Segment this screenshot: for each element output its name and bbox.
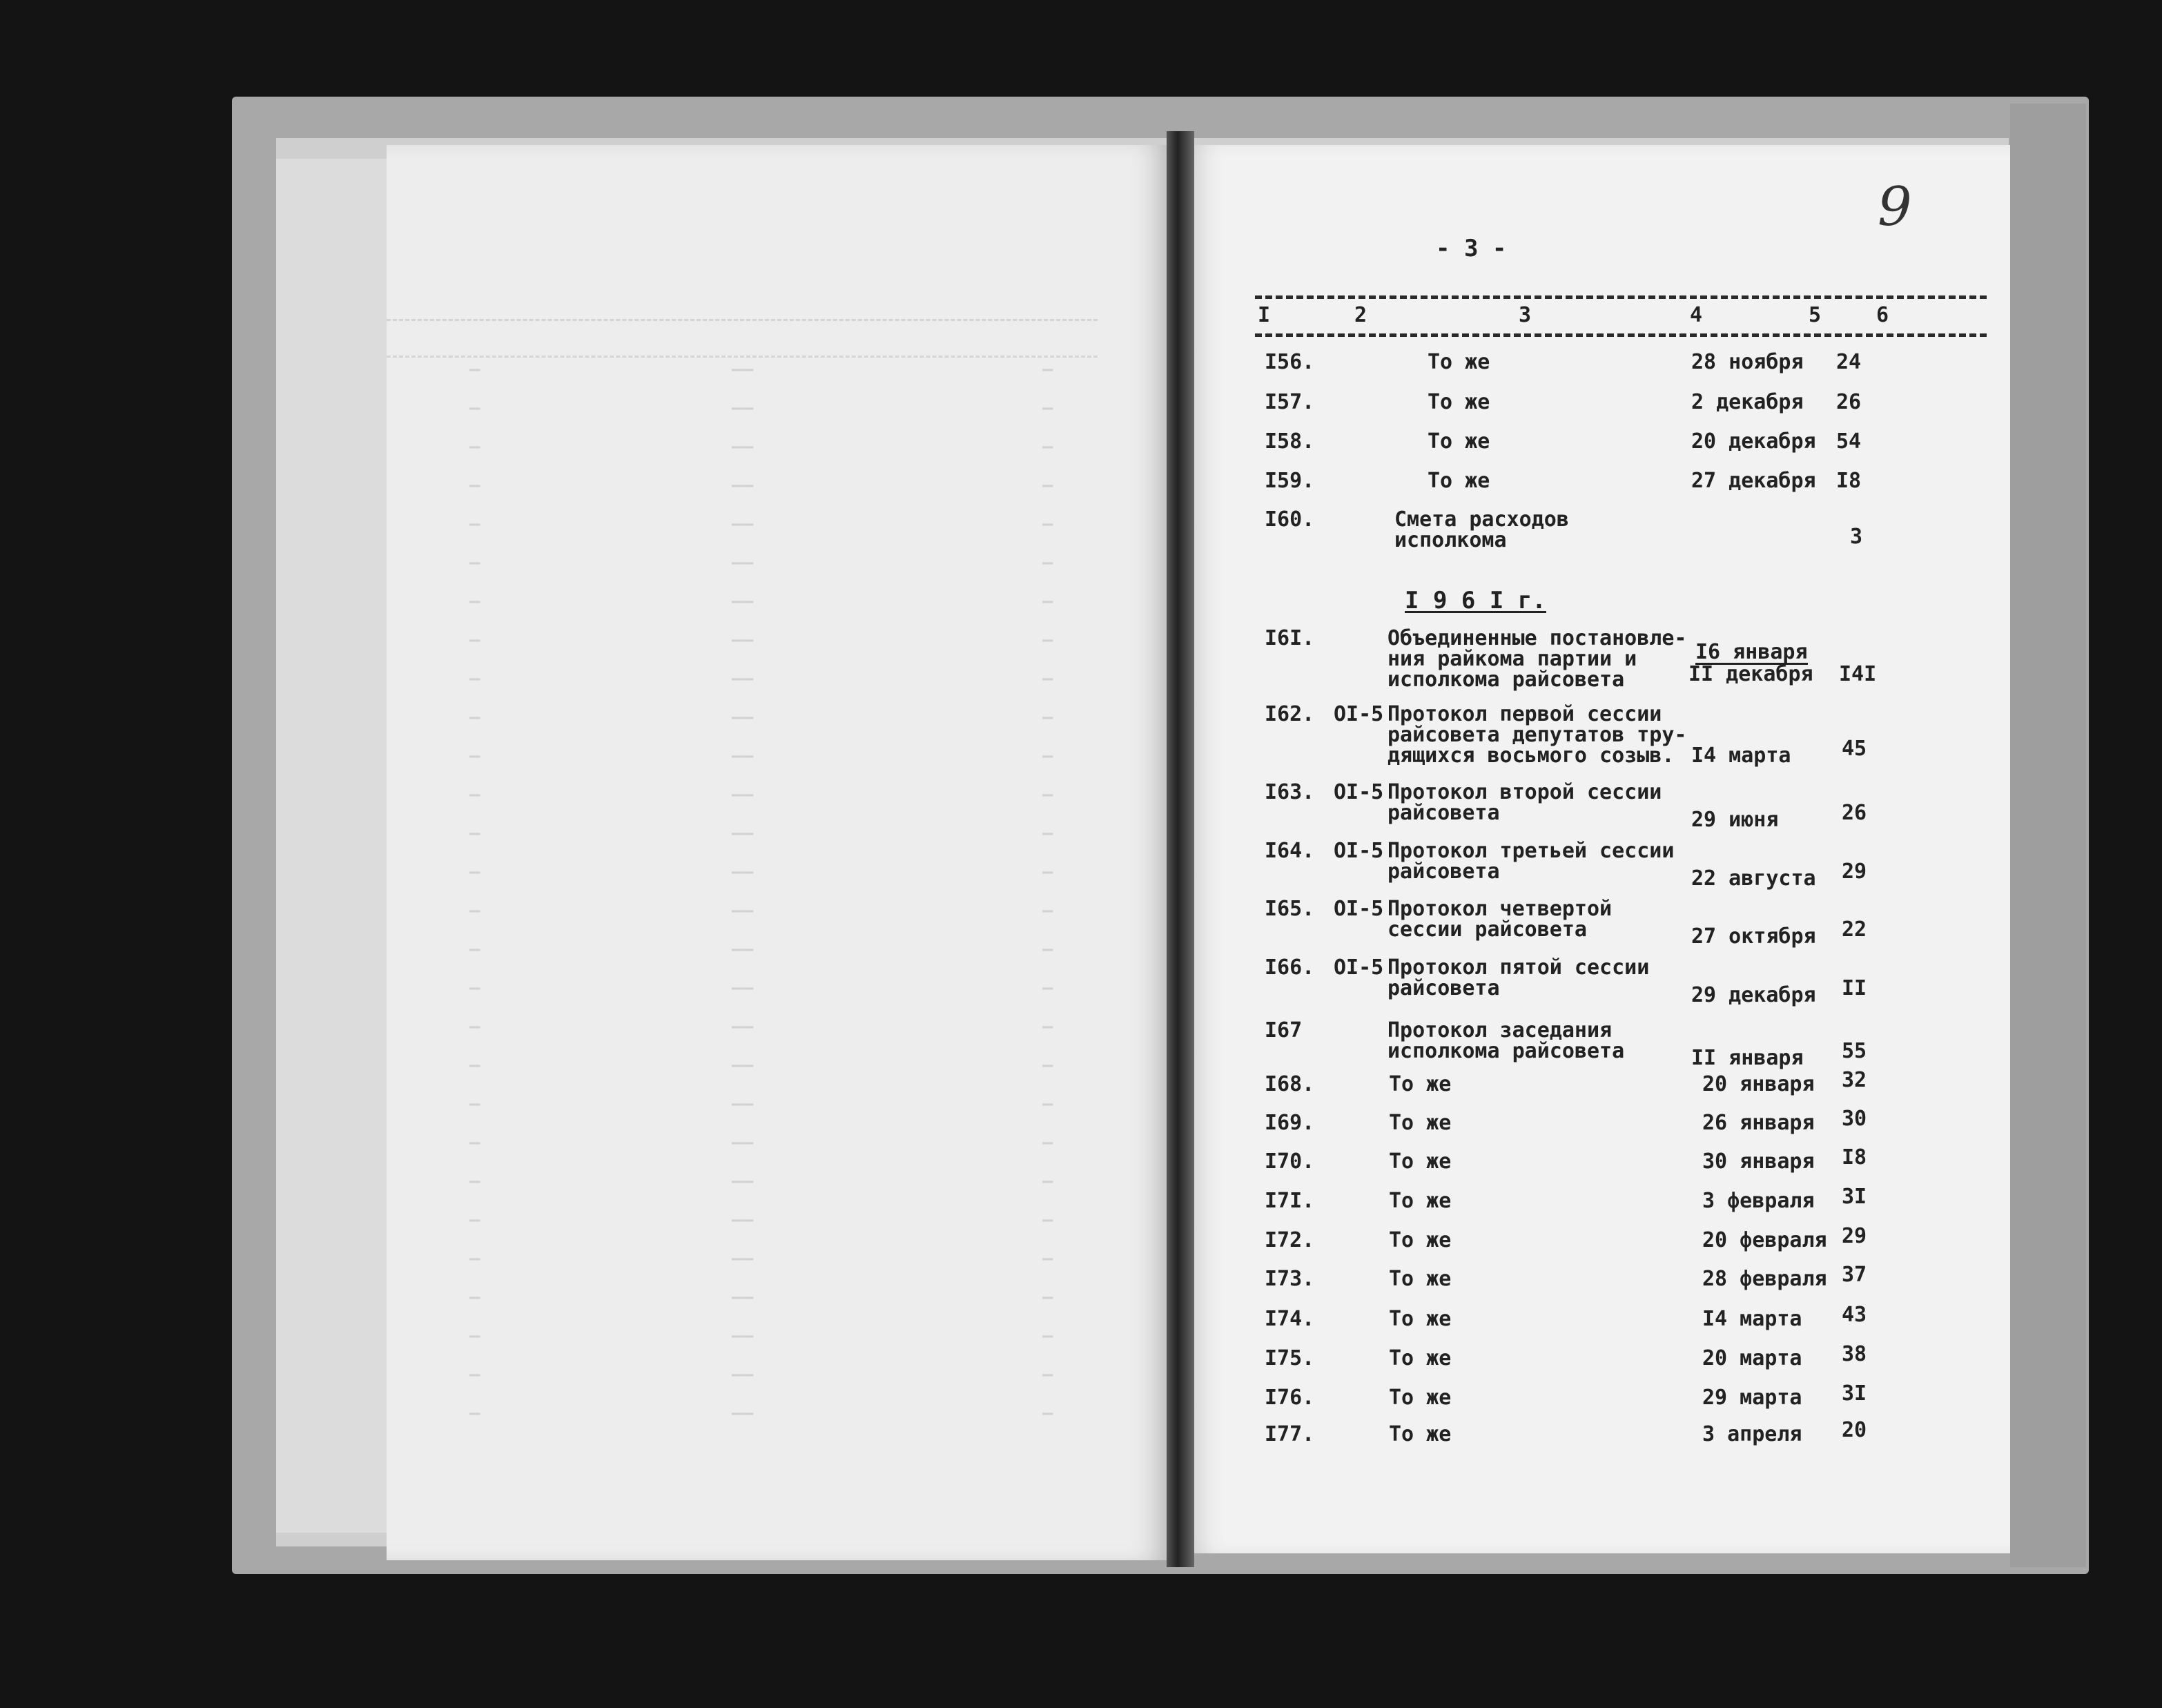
bleedthrough-text: — [1042,1287,1053,1308]
bleedthrough-text: — [1042,668,1053,689]
row-title: То же [1389,1267,1452,1291]
row-number: I72. [1265,1228,1315,1252]
row-title: То же [1389,1346,1452,1370]
bleedthrough-text: — [469,978,480,998]
bleedthrough-text: — [1042,1364,1053,1385]
bleedthrough-text: — [1042,1055,1053,1076]
bleedthrough-text: —— [732,1055,754,1076]
row-number: I59. [1265,469,1315,493]
bleedthrough-text: — [469,1094,480,1114]
bleedthrough-text: — [469,1326,480,1346]
row-number: I56. [1265,350,1315,374]
row-number: I68. [1265,1072,1315,1096]
bleedthrough-text: — [1042,746,1053,766]
row-sheets: 3 [1850,525,1863,549]
row-sheets: 22 [1842,918,1867,942]
bleedthrough-text: — [1042,475,1053,496]
page-number: - 3 - [1436,235,1507,262]
row-sheets: 30 [1842,1107,1867,1131]
bleedthrough-text: — [1042,978,1053,998]
bleedthrough-text: — [469,823,480,844]
sheet-number-handwritten: 9 [1878,176,1912,238]
row-date: 30 января [1702,1149,1815,1174]
book-gutter [1167,131,1194,1567]
bleedthrough-text: — [1042,1248,1053,1269]
row-date: II декабря [1688,662,1813,686]
row-title: Протокол четвертой сессии райсовета [1387,897,1613,942]
row-date: 27 октября [1691,924,1816,949]
row-code: OI-5 [1334,955,1384,980]
row-sheets: 45 [1842,737,1867,761]
bleedthrough-text: —— [732,630,754,650]
bleedthrough-text: —— [732,436,754,457]
bleedthrough-text: — [469,1287,480,1308]
row-number: I64. [1265,839,1315,863]
row-date: 29 июня [1691,808,1779,832]
bleedthrough-text: — [469,398,480,418]
bleedthrough-text: —— [732,359,754,380]
row-title: То же [1389,1189,1452,1213]
bleedthrough-text: — [1042,630,1053,650]
bleedthrough-text: — [469,1403,480,1424]
row-number: I63. [1265,780,1315,804]
column-header: 2 [1354,303,1367,327]
bleedthrough-text: — [469,630,480,650]
bleedthrough-text: —— [732,862,754,882]
folder-edge [2010,104,2086,1567]
row-date: 29 марта [1702,1386,1802,1410]
bleedthrough-text: — [1042,552,1053,573]
bleedthrough-text: —— [732,514,754,534]
row-number: I69. [1265,1111,1315,1135]
row-date: 29 декабря [1691,983,1816,1007]
bleedthrough-text: —— [732,1326,754,1346]
row-sheets: 32 [1842,1068,1867,1092]
bleedthrough-text: —— [732,398,754,418]
bleedthrough-text: — [469,1016,480,1037]
row-code: OI-5 [1334,897,1384,921]
bleedthrough-text: — [1042,862,1053,882]
row-number: I60. [1265,507,1315,532]
bleedthrough-text: — [1042,1016,1053,1037]
bleedthrough-text: —— [732,1094,754,1114]
bleedthrough-text: — [469,939,480,960]
row-title: То же [1389,1228,1452,1252]
row-title: То же [1428,469,1490,493]
bleedthrough-text: — [469,514,480,534]
bleedthrough-text: —— [732,900,754,921]
underlying-sheets [276,159,389,1533]
row-title: То же [1389,1307,1452,1331]
row-date-start: I6 января [1695,640,1808,664]
row-number: I6I. [1265,626,1315,650]
row-number: I75. [1265,1346,1315,1370]
table-header-rule-bottom [1255,333,1987,337]
bleedthrough-text: — [1042,900,1053,921]
bleedthrough-text: —— [732,1364,754,1385]
row-number: I77. [1265,1422,1315,1446]
row-number: I73. [1265,1267,1315,1291]
table-header-rule-top [1255,295,1987,299]
row-date: 3 апреля [1702,1422,1802,1446]
bleedthrough-text: — [1042,591,1053,612]
row-title: То же [1428,350,1490,374]
column-header: 5 [1809,303,1822,327]
bleedthrough-text: —— [732,707,754,728]
row-sheets: 26 [1842,801,1867,825]
bleedthrough-text: —— [732,823,754,844]
row-number: I58. [1265,429,1315,454]
bleedthrough-text: — [469,900,480,921]
row-title: То же [1389,1149,1452,1174]
row-sheets: 54 [1836,429,1862,454]
row-number: I7I. [1265,1189,1315,1213]
row-date: 20 марта [1702,1346,1802,1370]
bleedthrough-text: —— [732,552,754,573]
bleedthrough-text: —— [732,668,754,689]
bleedthrough-text: — [469,552,480,573]
row-sheets: 55 [1842,1039,1867,1063]
bleedthrough-text: — [469,784,480,805]
column-header: 3 [1519,303,1532,327]
bleedthrough-text: — [469,475,480,496]
bleedthrough-text: — [1042,436,1053,457]
bleedthrough-text: — [1042,1210,1053,1230]
row-date: 27 декабря [1691,469,1816,493]
bleedthrough-text: — [469,668,480,689]
row-title: То же [1389,1386,1452,1410]
row-sheets: 24 [1836,350,1862,374]
bleedthrough-text: —— [732,1287,754,1308]
row-title: То же [1389,1422,1452,1446]
row-code: OI-5 [1334,839,1384,863]
bleedthrough-text: —— [732,1016,754,1037]
bleedthrough-text: — [1042,1094,1053,1114]
row-number: I66. [1265,955,1315,980]
row-sheets: 37 [1842,1263,1867,1287]
column-header: 4 [1690,303,1703,327]
row-number: I57. [1265,390,1315,414]
row-sheets: 3I [1842,1381,1867,1406]
bleedthrough-text: — [469,1364,480,1385]
row-title: Протокол пятой сессии райсовета [1387,955,1650,1000]
row-title: Протокол заседания исполкома райсовета [1387,1018,1625,1063]
row-sheets: 43 [1842,1303,1867,1327]
row-number: I67 [1265,1018,1303,1042]
bleedthrough-text: — [469,436,480,457]
row-sheets: 20 [1842,1418,1867,1442]
bleedthrough-text: — [469,1055,480,1076]
row-title: Протокол первой сессии райсовета депутатов тру- дящихся восьмого созыв. [1387,702,1687,768]
row-sheets: 29 [1842,1224,1867,1248]
bleedthrough-text: — [1042,1171,1053,1192]
row-date: 20 декабря [1691,429,1816,454]
bleedthrough-text: — [1042,707,1053,728]
bleedthrough-text: — [469,359,480,380]
bleedthrough-text: —— [732,784,754,805]
row-sheets: 29 [1842,860,1867,884]
row-sheets: I4I [1839,662,1877,686]
bleedthrough-text: — [469,862,480,882]
row-code: OI-5 [1334,780,1384,804]
row-sheets: 26 [1836,390,1862,414]
row-title: То же [1428,429,1490,454]
row-sheets: I8 [1842,1145,1867,1170]
row-title: Протокол третьей сессии райсовета [1387,839,1675,884]
row-title: То же [1389,1072,1452,1096]
row-code: OI-5 [1334,702,1384,726]
bleedthrough-text: — [1042,1132,1053,1153]
row-sheets: 38 [1842,1342,1867,1366]
bleedthrough-text: — [469,1210,480,1230]
bleedthrough-text: — [469,707,480,728]
bleedthrough-text: — [1042,359,1053,380]
bleedthrough-text: — [1042,514,1053,534]
bleedthrough-text: — [469,591,480,612]
bleedthrough-text: — [469,1248,480,1269]
bleedthrough-text: — [469,746,480,766]
row-date: 28 февраля [1702,1267,1827,1291]
bleedthrough-text: —— [732,746,754,766]
bleedthrough-text: — [1042,784,1053,805]
row-number: I76. [1265,1386,1315,1410]
bleedthrough-text: — [469,1132,480,1153]
column-header: I [1258,303,1271,327]
row-date: 26 января [1702,1111,1815,1135]
row-date: 2 декабря [1691,390,1804,414]
column-header: 6 [1876,303,1889,327]
bleedthrough-rule [387,356,1098,358]
row-title: То же [1428,390,1490,414]
bleedthrough-text: —— [732,939,754,960]
bleedthrough-text: —— [732,1248,754,1269]
bleedthrough-text: — [1042,1403,1053,1424]
row-date: 20 января [1702,1072,1815,1096]
row-title: Протокол второй сессии райсовета [1387,780,1662,825]
year-heading: I 9 6 I г. [1405,587,1546,614]
bleedthrough-text: —— [732,1210,754,1230]
row-date: 20 февраля [1702,1228,1827,1252]
row-date: 28 ноября [1691,350,1804,374]
row-sheets: 3I [1842,1185,1867,1209]
row-date: I4 марта [1702,1307,1802,1331]
row-title: Объединенные постановле- ния райкома партии и исполкома райсовета [1387,626,1687,692]
row-date: I4 марта [1691,744,1791,768]
bleedthrough-text: —— [732,1171,754,1192]
row-number: I74. [1265,1307,1315,1331]
row-number: I70. [1265,1149,1315,1174]
bleedthrough-rule [387,319,1098,321]
bleedthrough-text: —— [732,591,754,612]
row-date: II января [1691,1046,1804,1070]
bleedthrough-text: —— [732,475,754,496]
row-date: 22 августа [1691,866,1816,891]
row-number: I65. [1265,897,1315,921]
bleedthrough-text: — [1042,939,1053,960]
row-title: Смета расходов исполкома [1394,507,1569,552]
bleedthrough-text: — [1042,1326,1053,1346]
bleedthrough-text: —— [732,1132,754,1153]
bleedthrough-text: — [469,1171,480,1192]
bleedthrough-text: — [1042,398,1053,418]
row-date: 3 февраля [1702,1189,1815,1213]
row-number: I62. [1265,702,1315,726]
row-sheets: II [1842,976,1867,1000]
bleedthrough-text: —— [732,978,754,998]
bleedthrough-text: —— [732,1403,754,1424]
row-title: То же [1389,1111,1452,1135]
bleedthrough-text: — [1042,823,1053,844]
row-sheets: I8 [1836,469,1862,493]
